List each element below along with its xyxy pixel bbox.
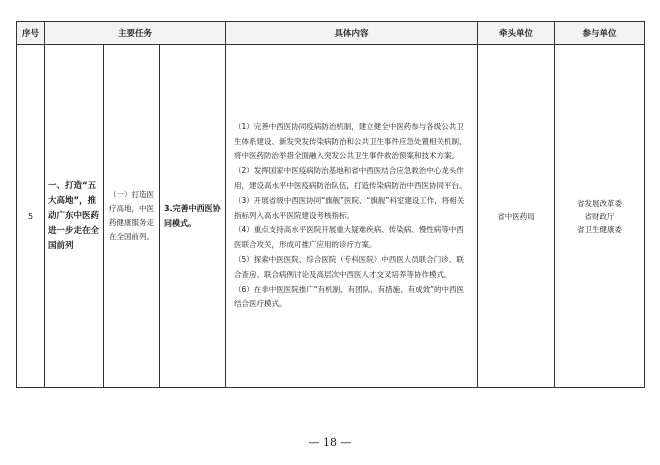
- task-level3: 3.完善中西医协同模式。: [160, 45, 226, 388]
- header-content: 具体内容: [226, 22, 478, 45]
- content-item: （2）发挥国家中医疫病防治基地和省中西医结合应急救治中心龙头作用，建设高水平中医疫病防治队伍，打造传染病防治中西医协同平台。: [234, 166, 467, 190]
- lead-unit: 省中医药局: [478, 45, 555, 388]
- row-seq: 5: [17, 45, 45, 388]
- header-partner-unit: 参与单位: [555, 22, 645, 45]
- content-cell: [226, 45, 478, 388]
- partner-unit: 省财政厅: [584, 211, 615, 221]
- content-item: （5）探索中医医院、综合医院（专科医院）中西医人员联合门诊、联合查房、联合病例讨论及高层次中西医人才交叉培养等协作模式。: [234, 254, 464, 279]
- task-table: [16, 21, 645, 388]
- content-item: （3）开展省级中西医协同“旗舰”医院、“旗舰”科室建设工作，将相关指标列入高水平医院建设考核指标。: [234, 195, 465, 220]
- header-lead-unit: 牵头单位: [478, 22, 555, 45]
- header-seq: 序号: [17, 22, 45, 45]
- header-main-task: 主要任务: [45, 22, 226, 45]
- content-item: （4）重点支持高水平医院开展重大疑难疾病、传染病、慢性病等中西医联合攻关，形成可推广应用的诊疗方案。: [234, 225, 464, 250]
- table-row: [17, 45, 645, 388]
- task-level1: 一、打造“五大高地”，推动广东中医药进一步走在全国前列: [45, 45, 104, 388]
- content-item: （1）完善中西医协同疫病防治机制，建立健全中医药参与各级公共卫生体系建设、新发突发传染病防治和公共卫生事件应急处置相关机制，将中医药防治举措全面融入突发公共卫生事件救治预案和技术方案。: [234, 121, 467, 161]
- header-row: [17, 22, 645, 45]
- partner-unit: 省卫生健康委: [577, 224, 622, 234]
- partner-units: [555, 45, 645, 388]
- page-number: — 18 —: [308, 436, 352, 449]
- partner-unit: 省发展改革委: [577, 198, 622, 208]
- task-level2: （一）打造医疗高地，中医药健康服务走在全国前列。: [104, 45, 160, 388]
- content-item: （6）在非中医医院推广“有机制、有团队、有措施、有成效”的中西医结合医疗模式。: [234, 284, 465, 309]
